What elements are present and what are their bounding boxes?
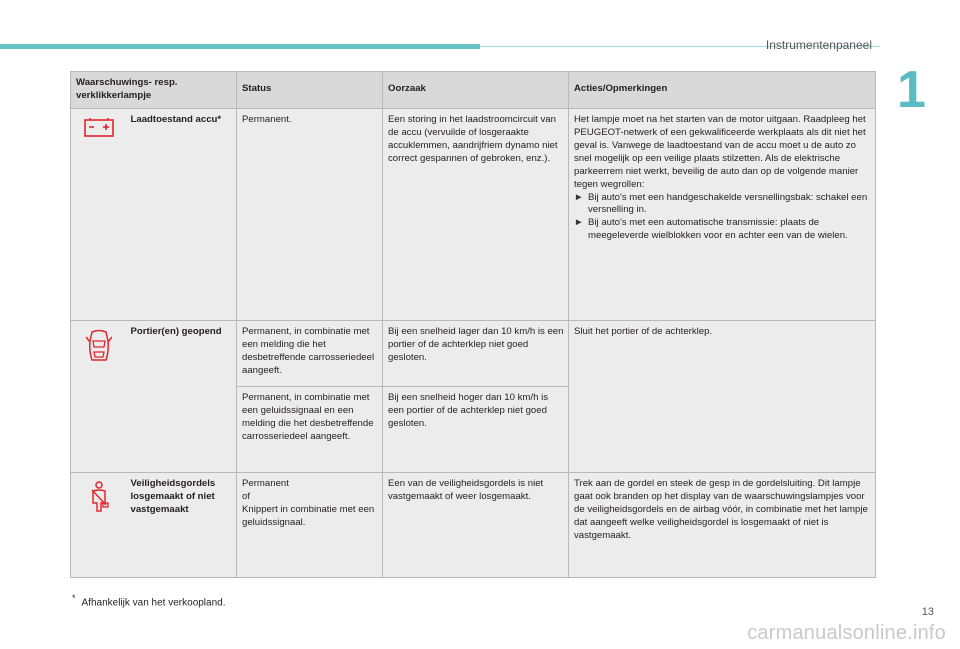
- bullet-text: Bij auto's met een automatische transmissie: plaats de meegeleverde wielblokken voor en achter een van de wielen.: [588, 217, 848, 242]
- actions-cell: Trek aan de gordel en steek de gesp in de gordelsluiting. Dit lampje gaat ook branden op het display van de waarschuwingslampjes voor de veiligheidsgordels en de airbag vóór, in combinatie met het lampje dat aangeeft welke veiligheidsgordel is losgemaakt of niet is vastgemaakt.: [569, 472, 876, 577]
- icon-cell: [71, 320, 126, 472]
- footnote-text: Afhankelijk van het verkoopland.: [81, 597, 226, 609]
- table-row: [71, 472, 876, 577]
- icon-cell: [71, 472, 126, 577]
- battery-charge-icon: [84, 129, 114, 140]
- lamp-name: Veiligheidsgordels losgemaakt of niet vastgemaakt: [126, 472, 237, 577]
- seatbelt-icon: [87, 505, 111, 516]
- column-header-status: Status: [237, 72, 383, 109]
- column-header-actions: Acties/Opmerkingen: [569, 72, 876, 109]
- status-cell: Permanent.: [237, 108, 383, 320]
- warning-lamps-table: [70, 71, 876, 578]
- watermark: carmanualsonline.info: [747, 622, 946, 644]
- column-header-cause: Oorzaak: [383, 72, 569, 109]
- cause-cell: Bij een snelheid hoger dan 10 km/h is een portier of de achterklep niet goed gesloten.: [383, 386, 569, 472]
- cause-cell: Een storing in het laadstroomcircuit van de accu (vervuilde of losgeraakte accuklemmen, aandrijfriem dynamo niet correct gespannen of gebroken, enz.).: [383, 108, 569, 320]
- actions-text: Het lampje moet na het starten van de motor uitgaan. Raadpleeg het PEUGEOT-netwerk of een gekwalificeerde werkplaats als dit niet het geval is. Vanwege de laadtoestand van de accu moet u de auto zo snel mogelijk op een veilige plaats stilzetten. Als de elektrische parkeerrem niet werkt, beveilig de auto dan op de volgende manier tegen wegrollen:: [574, 113, 866, 190]
- status-cell: Permanent, in combinatie met een geluidssignaal en een melding die het desbetreffende carrosseriedeel aangeeft.: [237, 386, 383, 472]
- chapter-number: 1: [897, 61, 926, 119]
- status-line: Knippert in combinatie met een geluidssignaal.: [242, 503, 375, 528]
- table-row: [71, 320, 876, 386]
- cause-cell: Bij een snelheid lager dan 10 km/h is een portier of de achterklep niet goed gesloten.: [383, 320, 569, 386]
- column-header-lamp: Waarschuwings- resp. verklikkerlampje: [71, 72, 237, 109]
- status-line: Permanent: [242, 477, 289, 489]
- list-item: [574, 217, 871, 243]
- door-open-icon: [86, 355, 112, 366]
- status-line: of: [242, 490, 251, 502]
- actions-cell: Sluit het portier of de achterklep.: [569, 320, 876, 472]
- status-cell: Permanent, in combinatie met een melding die het desbetreffende carrosseriedeel aangeeft.: [237, 320, 383, 386]
- page-number: 13: [921, 606, 934, 618]
- actions-cell: [569, 108, 876, 320]
- list-item: [574, 192, 871, 218]
- table-row: [71, 108, 876, 320]
- lamp-name: Laadtoestand accu*: [126, 108, 237, 320]
- footnote: [72, 593, 226, 608]
- cause-cell: Een van de veiligheidsgordels is niet vastgemaakt of weer losgemaakt.: [383, 472, 569, 577]
- table-header-row: [71, 72, 876, 109]
- accent-bar: [0, 44, 480, 49]
- actions-bullets: [574, 192, 871, 244]
- bullet-text: Bij auto's met een handgeschakelde versnellingsbak: schakel een versnelling in.: [588, 191, 868, 216]
- footnote-marker: *: [72, 593, 76, 603]
- icon-cell: [71, 108, 126, 320]
- status-cell: [237, 472, 383, 577]
- bullet-icon: ►: [574, 191, 584, 203]
- running-title: Instrumentenpaneel: [765, 38, 872, 52]
- lamp-name: Portier(en) geopend: [126, 320, 237, 472]
- bullet-icon: ►: [574, 217, 584, 229]
